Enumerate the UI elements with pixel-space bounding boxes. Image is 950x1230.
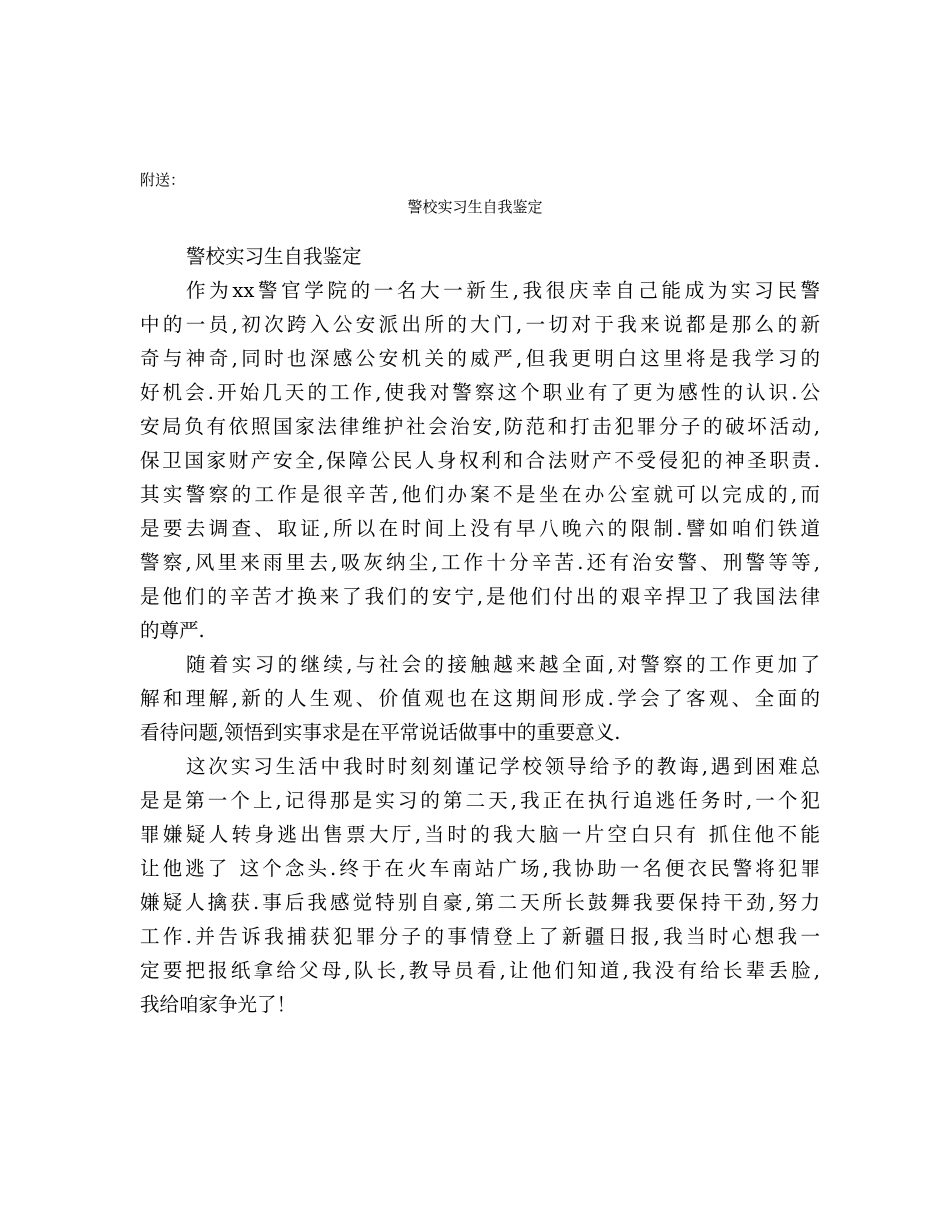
paragraph-line: 保卫国家财产安全,保障公民人身权利和合法财产不受侵犯的神圣职责. xyxy=(140,449,820,472)
paragraph-line: 这次实习生活中我时时刻刻谨记学校领导给予的教诲,遇到困难总 xyxy=(186,755,820,778)
paragraph-line: 中的一员,初次跨入公安派出所的大门,一切对于我来说都是那么的新 xyxy=(140,313,820,336)
paragraph-line: 好机会.开始几天的工作,使我对警察这个职业有了更为感性的认识.公 xyxy=(140,381,820,404)
paragraph-line: 让他逃了 这个念头.终于在火车南站广场,我协助一名便衣民警将犯罪 xyxy=(140,857,820,880)
paragraph-line: 定要把报纸拿给父母,队长,教导员看,让他们知道,我没有给长辈丢脸, xyxy=(140,959,820,982)
paragraph-line: 安局负有依照国家法律维护社会治安,防范和打击犯罪分子的破坏活动, xyxy=(140,415,820,438)
paragraph-line: 工作.并告诉我捕获犯罪分子的事情登上了新疆日报,我当时心想我一 xyxy=(140,925,820,948)
paragraph-3 xyxy=(140,750,820,1022)
document-title: 警校实习生自我鉴定 xyxy=(407,198,543,216)
attachment-label: 附送： xyxy=(140,171,186,189)
paragraph-1 xyxy=(140,274,820,648)
paragraph-line: 其实警察的工作是很辛苦,他们办案不是坐在办公室就可以完成的,而 xyxy=(140,483,820,506)
paragraph-line: 随着实习的继续,与社会的接触越来越全面,对警察的工作更加了 xyxy=(186,653,820,676)
paragraph-line: 警察,风里来雨里去,吸灰纳尘,工作十分辛苦.还有治安警、刑警等等, xyxy=(140,551,820,574)
paragraph-line: 解和理解,新的人生观、价值观也在这期间形成.学会了客观、全面的 xyxy=(140,687,820,710)
document-body xyxy=(140,240,820,1022)
paragraph-line: 是是第一个上,记得那是实习的第二天,我正在执行追逃任务时,一个犯 xyxy=(140,789,820,812)
body-heading: 警校实习生自我鉴定 xyxy=(186,245,362,268)
paragraph-line: 嫌疑人擒获.事后我感觉特别自豪,第二天所长鼓舞我要保持干劲,努力 xyxy=(140,891,820,914)
paragraph-line: 我给咱家争光了！ xyxy=(140,993,297,1016)
paragraph-line: 是要去调查、取证,所以在时间上没有早八晚六的限制.譬如咱们铁道 xyxy=(140,517,820,540)
paragraph-line: 的尊严. xyxy=(140,619,205,642)
paragraph-line: 作为xx警官学院的一名大一新生,我很庆幸自己能成为实习民警 xyxy=(186,279,820,302)
paragraph-line: 奇与神奇,同时也深感公安机关的威严,但我更明白这里将是我学习的 xyxy=(140,347,820,370)
paragraph-2 xyxy=(140,648,820,750)
paragraph-line: 看待问题,领悟到实事求是在平常说话做事中的重要意义. xyxy=(140,721,621,744)
paragraph-line: 罪嫌疑人转身逃出售票大厅,当时的我大脑一片空白只有 抓住他不能 xyxy=(140,823,820,846)
paragraph-line: 是他们的辛苦才换来了我们的安宁,是他们付出的艰辛捍卫了我国法律 xyxy=(140,585,820,608)
